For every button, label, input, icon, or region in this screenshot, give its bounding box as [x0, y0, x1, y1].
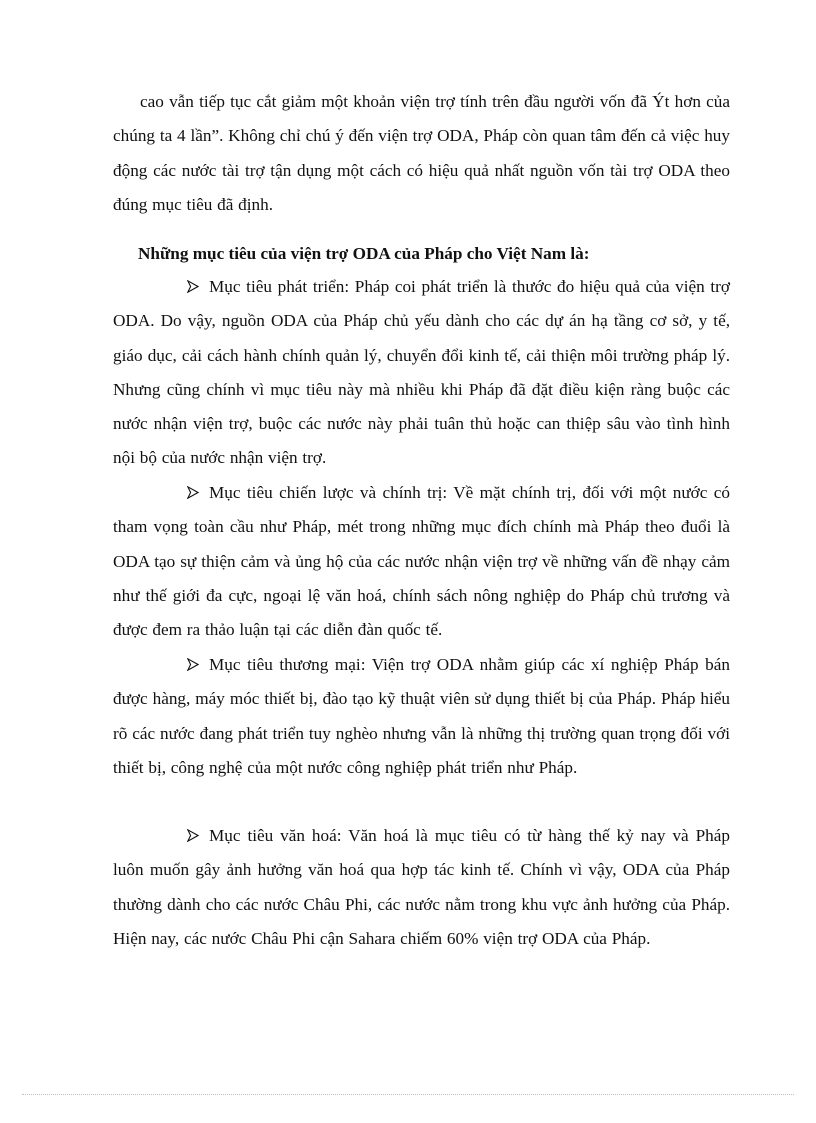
bullet-text: Mục tiêu thương mại: Viện trợ ODA nhằm giúp các xí nghiệp Pháp bán được hàng, máy móc thiết bị, đào tạo kỹ thuật viên sử dụng thiết bị của Pháp. Pháp hiểu rõ các nước đang phát triển tuy nghèo nhưng vẫn là những thị trường quan trọng đối với thiết bị, công nghệ của một nước công nghiệp phát triển như Pháp.: [113, 655, 730, 777]
bullet-item-culture: [113, 819, 730, 956]
intro-paragraph: cao vẫn tiếp tục cắt giảm một khoản viện trợ tính trên đầu người vốn đã Ýt hơn của chúng ta 4 lần”. Không chỉ chú ý đến viện trợ ODA, Pháp còn quan tâm đến cả việc huy động các nước tài trợ tận dụng một cách có hiệu quả nhất nguồn vốn tài trợ ODA theo đúng mục tiêu đã định.: [113, 92, 730, 214]
arrowhead-bullet-icon: [187, 658, 199, 671]
arrowhead-bullet-icon: [187, 829, 199, 842]
page-bottom-divider: [22, 1094, 794, 1095]
bullet-item-strategy-politics: [113, 476, 730, 647]
bullet-text: Mục tiêu chiến lược và chính trị: Về mặt chính trị, đối với một nước có tham vọng toàn cầu như Pháp, mét trong những mục đích chính mà Pháp theo đuổi là ODA tạo sự thiện cảm và ủng hộ của các nước nhận viện trợ về những vấn đề nhạy cảm như thế giới đa cực, ngoại lệ văn hoá, chính sách nông nghiệp do Pháp chủ trương và được đem ra thảo luận tại các diễn đàn quốc tế.: [113, 483, 730, 640]
section-heading: Những mục tiêu của viện trợ ODA của Pháp cho Việt Nam là:: [138, 244, 590, 263]
bullet-item-trade: [113, 648, 730, 785]
bullet-text: Mục tiêu phát triển: Pháp coi phát triển là thước đo hiệu quả của viện trợ ODA. Do vậy, nguồn ODA của Pháp chủ yếu dành cho các dự án hạ tầng cơ sở, y tế, giáo dục, cải cách hành chính quản lý, chuyển đổi kinh tế, cải thiện môi trường pháp lý. Nhưng cũng chính vì mục tiêu này mà nhiều khi Pháp đã đặt điều kiện ràng buộc các nước nhận viện trợ, buộc các nước này phải tuân thủ hoặc can thiệp sâu vào tình hình nội bộ của nước nhận viện trợ.: [113, 277, 730, 468]
arrowhead-bullet-icon: [187, 486, 199, 499]
bullet-item-development: [113, 270, 730, 476]
bullet-text: Mục tiêu văn hoá: Văn hoá là mục tiêu có từ hàng thế kỷ nay và Pháp luôn muốn gây ảnh hưởng văn hoá qua hợp tác kinh tế. Chính vì vậy, ODA của Pháp thường dành cho các nước Châu Phi, các nước nằm trong khu vực ảnh hưởng của Pháp. Hiện nay, các nước Châu Phi cận Sahara chiếm 60% viện trợ ODA của Pháp.: [113, 826, 730, 948]
arrowhead-bullet-icon: [187, 280, 199, 293]
